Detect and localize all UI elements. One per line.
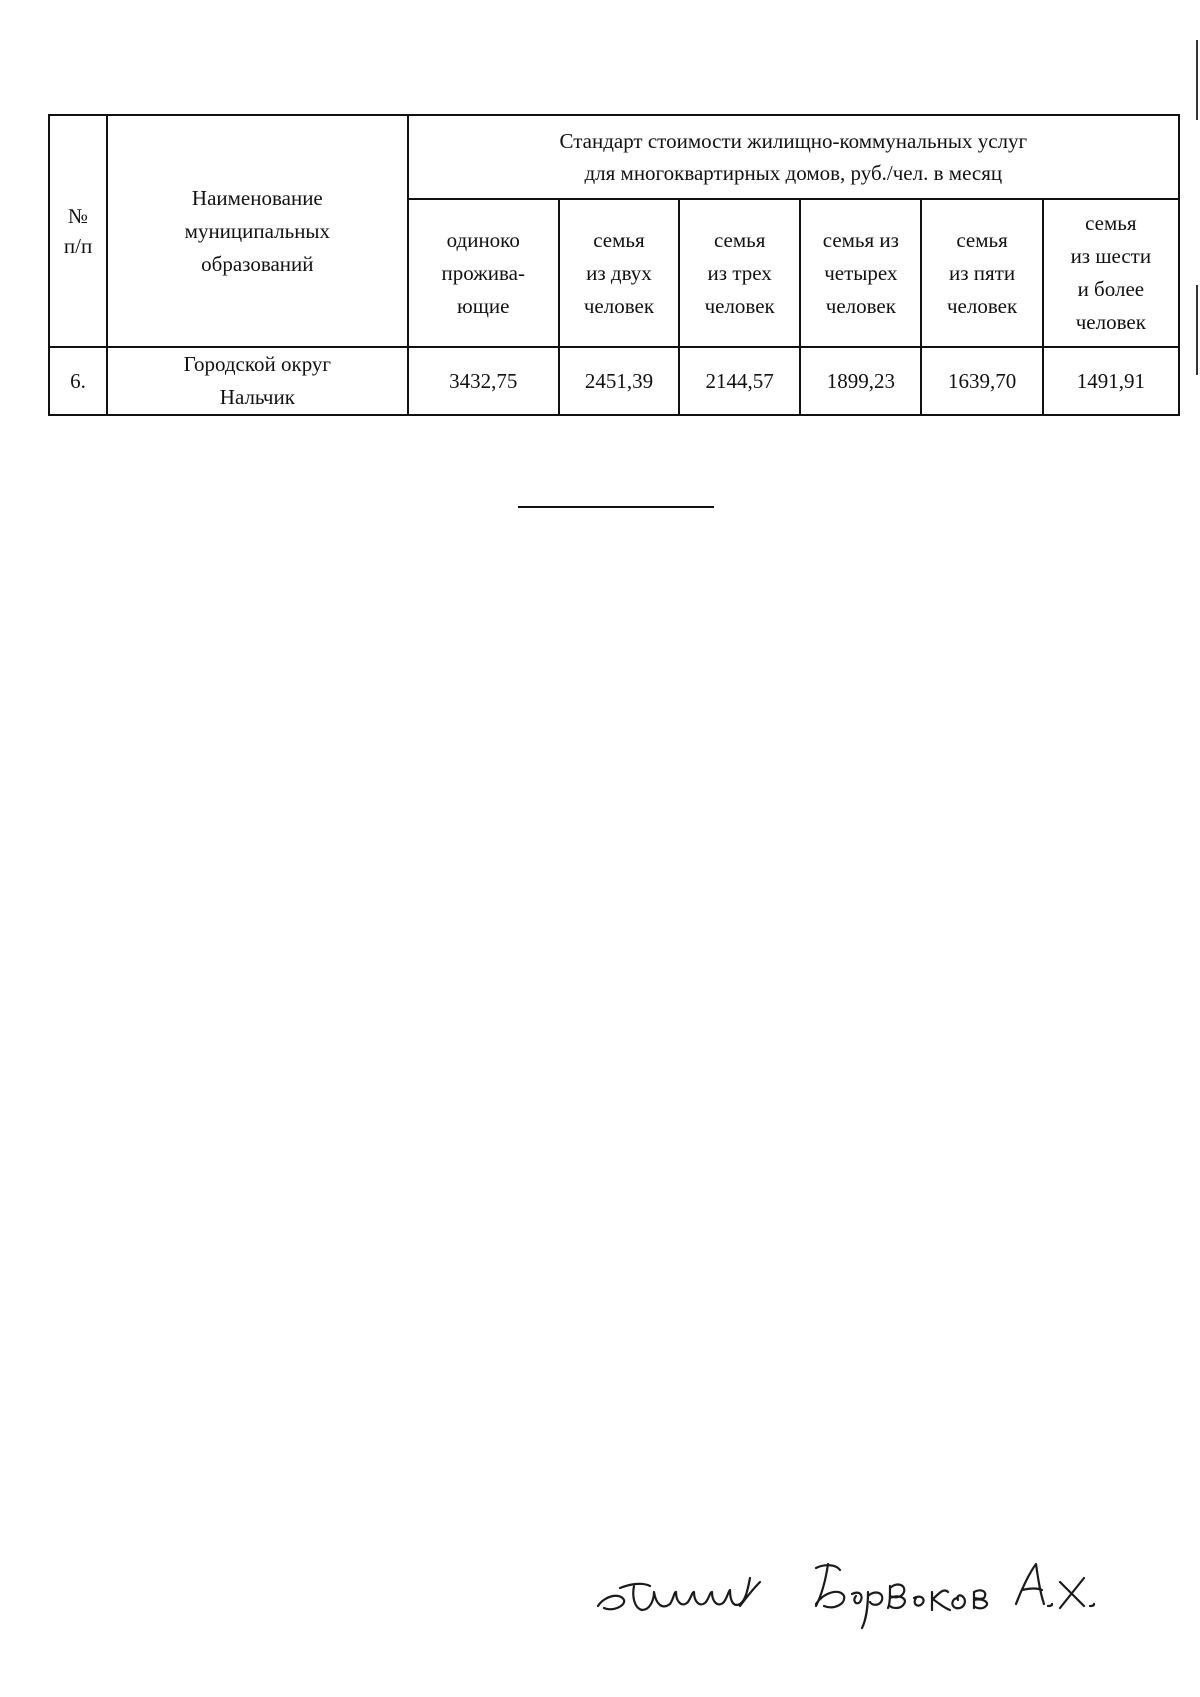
- value-family-of-six-plus: 1491,91: [1043, 347, 1179, 415]
- column-header-family-of-four: семья из четырех человек: [800, 199, 921, 347]
- column-header-family-of-two: семья из двух человек: [559, 199, 679, 347]
- column-header-single: одиноко прожива- ющие: [408, 199, 559, 347]
- scan-edge-mark: [1196, 285, 1198, 375]
- column-header-number: № п/п: [49, 115, 107, 347]
- value-family-of-two: 2451,39: [559, 347, 679, 415]
- value-family-of-three: 2144,57: [679, 347, 800, 415]
- column-header-municipality: Наименование муниципальных образований: [107, 115, 408, 347]
- scan-edge-mark: [1196, 40, 1198, 120]
- table-row: [49, 347, 1179, 415]
- column-header-family-of-six-plus: семья из шести и более человек: [1043, 199, 1179, 347]
- column-header-family-of-five: семья из пяти человек: [921, 199, 1042, 347]
- value-single: 3432,75: [408, 347, 559, 415]
- value-family-of-five: 1639,70: [921, 347, 1042, 415]
- column-group-header-cost-standard: Стандарт стоимости жилищно-коммунальных услуг для многоквартирных домов, руб./чел. в месяц: [408, 115, 1179, 199]
- handwritten-signature: [590, 1548, 1110, 1638]
- value-family-of-four: 1899,23: [800, 347, 921, 415]
- column-header-family-of-three: семья из трех человек: [679, 199, 800, 347]
- row-number: 6.: [49, 347, 107, 415]
- section-divider: [518, 506, 714, 508]
- municipality-name: Городской округ Нальчик: [107, 347, 408, 415]
- housing-cost-table: [48, 114, 1180, 416]
- table-header-row: [49, 115, 1179, 199]
